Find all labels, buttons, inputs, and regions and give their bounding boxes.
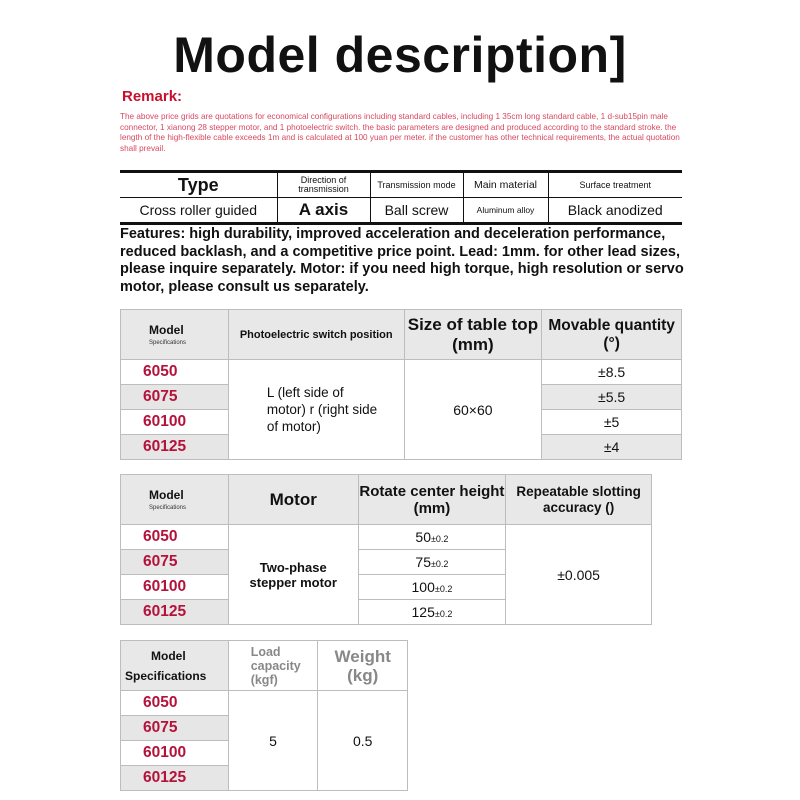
accuracy-header: Repeatable slotting accuracy () [506, 475, 652, 525]
remark-label: Remark: [122, 88, 183, 105]
material-header: Main material [463, 172, 548, 198]
model-cell: 6050 [121, 691, 229, 716]
direction-value: A axis [277, 198, 370, 224]
type-table [120, 170, 682, 225]
model-cell: 6075 [121, 716, 229, 741]
table-size-value: 60×60 [404, 360, 542, 460]
model-cell: 6075 [121, 385, 229, 410]
spec-table-switch [120, 309, 682, 460]
direction-header: Direction of transmission [277, 172, 370, 198]
movable-value: ±5 [542, 410, 682, 435]
spec-table-motor [120, 474, 652, 625]
surface-header: Surface treatment [548, 172, 682, 198]
remark-text: The above price grids are quotations for economical configurations including standard cables, including 1 35cm long standard cable, 1 d-sub15pin male connector, 1 xianong 28 stepper motor, and 1 photoelectric switch. the basic parameters are designed and produced according to the standard stroke. the length of the high-flexible cable exceeds 1m and is calculated at 100 yuan per meter. if the customer has other technical requirements, the actual quotation shall prevail. [120, 112, 680, 153]
model-cell: 60100 [121, 410, 229, 435]
switch-position-value: L (left side of motor) r (right side of motor) [228, 360, 404, 460]
size-header: Size of table top (mm) [404, 310, 542, 360]
model-cell: 60100 [121, 575, 229, 600]
spec-table-load [120, 640, 408, 791]
height-value: 50±0.2 [358, 525, 506, 550]
movable-value: ±5.5 [542, 385, 682, 410]
transmission-header: Transmission mode [370, 172, 463, 198]
weight-value: 0.5 [318, 691, 408, 791]
height-value: 100±0.2 [358, 575, 506, 600]
weight-header: Weight (kg) [318, 641, 408, 691]
model-cell: 60125 [121, 766, 229, 791]
movable-header: Movable quantity (°) [542, 310, 682, 360]
motor-value: Two-phase stepper motor [228, 525, 358, 625]
type-value: Cross roller guided [120, 198, 277, 224]
features-text: Features: high durability, improved acceleration and deceleration performance, reduced backlash, and a competitive price point. Lead: 1mm. for other lead sizes, please inquire separately. Motor: if you need high torque, high resolution or servo motor, please consult us separately. [120, 226, 684, 295]
transmission-value: Ball screw [370, 198, 463, 224]
model-cell: 6075 [121, 550, 229, 575]
model-cell: 60125 [121, 600, 229, 625]
switch-header: Photoelectric switch position [228, 310, 404, 360]
model-header: Model Specifications [121, 310, 229, 360]
movable-value: ±8.5 [542, 360, 682, 385]
model-cell: 60125 [121, 435, 229, 460]
load-value: 5 [228, 691, 318, 791]
movable-value: ±4 [542, 435, 682, 460]
surface-value: Black anodized [548, 198, 682, 224]
rotate-height-header: Rotate center height (mm) [358, 475, 506, 525]
height-value: 75±0.2 [358, 550, 506, 575]
model-header: Model Specifications [121, 475, 229, 525]
model-cell: 6050 [121, 360, 229, 385]
motor-header: Motor [228, 475, 358, 525]
type-header: Type [120, 172, 277, 198]
accuracy-value: ±0.005 [506, 525, 652, 625]
load-header: Load capacity (kgf) [228, 641, 318, 691]
model-cell: 6050 [121, 525, 229, 550]
material-value: Aluminum alloy [463, 198, 548, 224]
page-title: Model description] [173, 27, 627, 83]
model-cell: 60100 [121, 741, 229, 766]
model-header: Model Specifications [121, 641, 229, 691]
height-value: 125±0.2 [358, 600, 506, 625]
